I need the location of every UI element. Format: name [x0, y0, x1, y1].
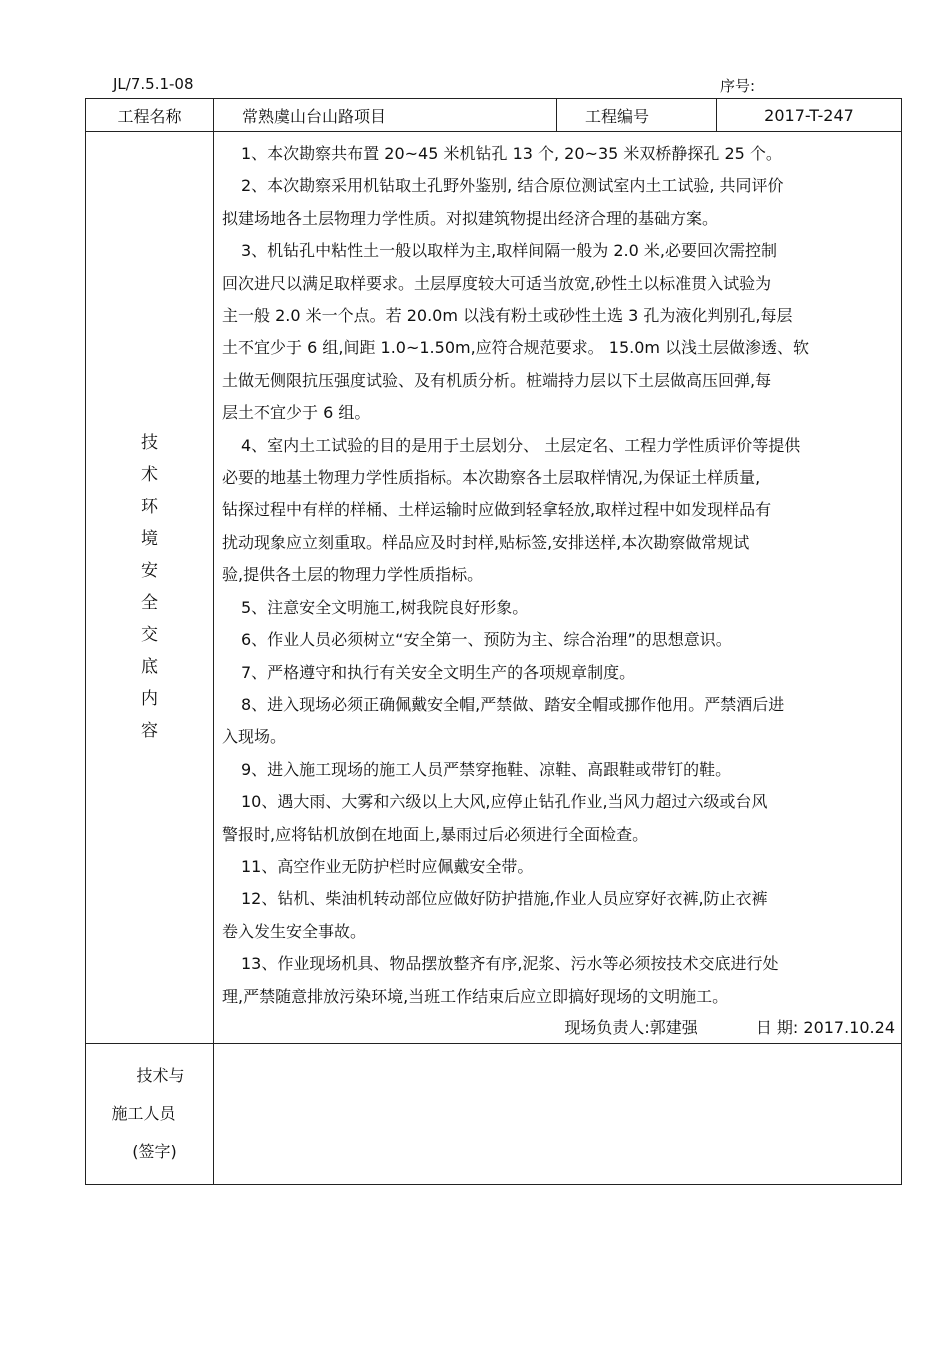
- disclosure-item-line: 5、注意安全文明施工,树我院良好形象。: [241, 597, 529, 617]
- signature-label-cell: [86, 1043, 214, 1184]
- content-row: [86, 132, 902, 1044]
- disclosure-item-line: 1、本次勘察共布置 20~45 米机钻孔 13 个, 20~35 米双桥静探孔 25 个。: [241, 144, 782, 163]
- signature-area[interactable]: [214, 1043, 902, 1184]
- date-value: 2017.10.24: [803, 1017, 895, 1037]
- disclosure-item-line: 卷入发生安全事故。: [222, 921, 367, 941]
- section-label-char: 容: [141, 721, 158, 742]
- disclosure-item: [222, 689, 897, 754]
- section-label-vertical: [141, 427, 158, 747]
- section-label-char: 内: [141, 689, 158, 710]
- disclosure-item-line: 2、本次勘察采用机钻取土孔野外鉴别, 结合原位测试室内土工试验, 共同评价: [241, 176, 784, 196]
- section-label-cell: [86, 132, 214, 1044]
- disclosure-item-line: 扰动现象应立刻重取。样品应及时封样,贴标签,安排送样,本次勘察做常规试: [222, 532, 750, 552]
- signature-label-line: (签字): [132, 1141, 177, 1161]
- site-manager-name: 郭建强: [649, 1017, 698, 1037]
- project-name-label: 工程名称: [86, 99, 214, 132]
- disclosure-item: [222, 138, 897, 170]
- disclosure-item-line: 8、进入现场必须正确佩戴安全帽,严禁做、踏安全帽或挪作他用。严禁酒后进: [241, 694, 785, 714]
- section-label-char: 技: [141, 433, 158, 454]
- date-label: 日 期:: [755, 1017, 799, 1037]
- disclosure-item-line: 土做无侧限抗压强度试验、及有机质分析。桩端持力层以下土层做高压回弹,每: [222, 370, 772, 390]
- project-number-value: 2017-T-247: [717, 99, 902, 132]
- disclosure-item-line: 主一般 2.0 米一个点。若 20.0m 以浅有粉土或砂性土选 3 孔为液化判别孔,每层: [222, 306, 793, 326]
- disclosure-item-line: 12、钻机、柴油机转动部位应做好防护措施,作业人员应穿好衣裤,防止衣裤: [241, 889, 768, 909]
- disclosure-item: [222, 657, 897, 689]
- project-number-label: 工程编号: [557, 99, 717, 132]
- site-manager-label: 现场负责人:: [564, 1017, 650, 1037]
- disclosure-item-line: 理,严禁随意排放污染环境,当班工作结束后应立即搞好现场的文明施工。: [222, 986, 729, 1006]
- disclosure-item-line: 回次进尺以满足取样要求。土层厚度较大可适当放宽,砂性土以标准贯入试验为: [222, 273, 772, 293]
- disclosure-item: [222, 592, 897, 624]
- document-code: JL/7.5.1-08: [113, 75, 194, 93]
- content-cell: [214, 132, 902, 1044]
- header-row: [86, 99, 902, 132]
- disclosure-item-line: 警报时,应将钻机放倒在地面上,暴雨过后必须进行全面检查。: [222, 824, 649, 844]
- signature-label-line: 施工人员: [111, 1103, 176, 1123]
- disclosure-item: [222, 883, 897, 948]
- disclosure-item: [222, 754, 897, 786]
- disclosure-item: [222, 851, 897, 883]
- disclosure-item: [222, 786, 897, 851]
- disclosure-item-line: 11、高空作业无防护栏时应佩戴安全带。: [241, 856, 534, 876]
- disclosure-item-line: 必要的地基土物理力学性质指标。本次勘察各土层取样情况,为保证土样质量,: [222, 468, 761, 488]
- disclosure-item: [222, 948, 897, 1013]
- serial-number-label: 序号:: [720, 77, 756, 95]
- disclosure-item-line: 土不宜少于 6 组,间距 1.0~1.50m,应符合规范要求。 15.0m 以浅土层做渗透、软: [222, 338, 810, 358]
- project-name-value: 常熟虞山台山路项目: [214, 99, 557, 132]
- section-label-char: 安: [141, 561, 158, 582]
- disclosure-item: [222, 430, 897, 592]
- disclosure-item: [222, 624, 897, 656]
- disclosure-form-table: [85, 98, 902, 1185]
- signature-label-line: 技术与: [136, 1065, 185, 1085]
- section-label-char: 环: [141, 497, 158, 518]
- disclosure-item-line: 拟建场地各土层物理力学性质。对拟建筑物提出经济合理的基础方案。: [222, 208, 719, 228]
- disclosure-item-line: 3、机钻孔中粘性土一般以取样为主,取样间隔一般为 2.0 米,必要回次需控制: [241, 241, 777, 261]
- disclosure-item-line: 层土不宜少于 6 组。: [222, 403, 371, 423]
- section-label-char: 全: [141, 593, 158, 614]
- disclosure-item-line: 验,提供各土层的物理力学性质指标。: [222, 565, 484, 585]
- section-label-char: 境: [141, 529, 158, 550]
- disclosure-item-line: 4、室内土工试验的目的是用于土层划分、 土层定名、工程力学性质评价等提供: [241, 435, 801, 455]
- footer-line: [222, 1013, 897, 1043]
- disclosure-item-line: 10、遇大雨、大雾和六级以上大风,应停止钻孔作业,当风力超过六级或台风: [241, 792, 768, 812]
- section-label-char: 交: [141, 625, 158, 646]
- signature-row: [86, 1043, 902, 1184]
- disclosure-items: [222, 138, 897, 1013]
- disclosure-item-line: 7、严格遵守和执行有关安全文明生产的各项规章制度。: [241, 662, 636, 682]
- disclosure-item-line: 钻探过程中有样的样桶、土样运输时应做到轻拿轻放,取样过程中如发现样品有: [222, 500, 772, 520]
- disclosure-item-line: 9、进入施工现场的施工人员严禁穿拖鞋、凉鞋、高跟鞋或带钉的鞋。: [241, 759, 732, 779]
- section-label-char: 底: [141, 657, 158, 678]
- disclosure-item: [222, 235, 897, 429]
- disclosure-item-line: 6、作业人员必须树立“安全第一、预防为主、综合治理”的思想意识。: [241, 630, 732, 650]
- section-label-char: 术: [141, 465, 158, 486]
- disclosure-item-line: 13、作业现场机具、物品摆放整齐有序,泥浆、污水等必须按技术交底进行处: [241, 954, 779, 974]
- disclosure-item: [222, 170, 897, 235]
- disclosure-item-line: 入现场。: [222, 727, 287, 747]
